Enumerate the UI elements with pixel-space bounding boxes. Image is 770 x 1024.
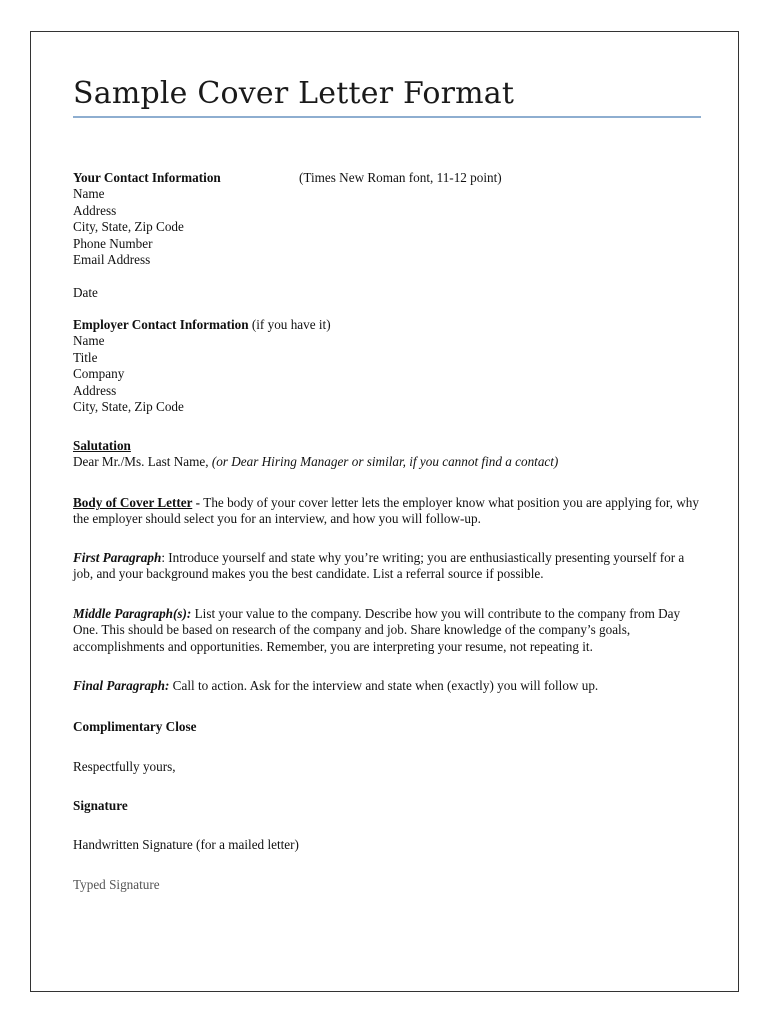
- contact-line: City, State, Zip Code: [73, 219, 184, 235]
- close-text: Respectfully yours,: [73, 759, 176, 774]
- typed-signature: Typed Signature: [73, 877, 160, 892]
- close-heading: Complimentary Close: [73, 719, 197, 734]
- employer-section: [73, 317, 701, 415]
- middle-text: List your value to the company. Describe how you will contribute to the company from Day One. This should be based on research of the company and job. Share knowledge of the company’s goals, accomplishments and opportunities. Remember, you are interpreting your resume, not repeating it.: [73, 606, 681, 654]
- body-section: [73, 495, 701, 528]
- middle-heading: Middle Paragraph(s):: [73, 606, 192, 621]
- salutation-section: [73, 438, 701, 471]
- contact-section: [73, 170, 701, 268]
- final-heading: Final Paragraph:: [73, 678, 170, 693]
- handwritten-signature-block: [73, 837, 701, 853]
- close-heading-block: [73, 719, 701, 735]
- date-text: Date: [73, 285, 98, 300]
- document-page: [30, 31, 739, 992]
- final-text: Call to action. Ask for the interview and state when (exactly) you will follow up.: [169, 678, 599, 693]
- handwritten-signature: Handwritten Signature (for a mailed letter): [73, 837, 299, 852]
- page-title: Sample Cover Letter Format: [73, 76, 515, 111]
- employer-note: (if you have it): [248, 317, 331, 332]
- date-section: [73, 285, 701, 301]
- employer-line: Title: [73, 349, 98, 365]
- first-paragraph-section: [73, 550, 701, 583]
- contact-line: Address: [73, 202, 117, 218]
- employer-line: City, State, Zip Code: [73, 399, 184, 415]
- contact-heading: Your Contact Information: [73, 170, 221, 185]
- contact-line: Email Address: [73, 252, 151, 268]
- salutation-note: (or Dear Hiring Manager or similar, if you cannot find a contact): [211, 454, 559, 470]
- first-text: : Introduce yourself and state why you’re writing; you are enthusiastically presenting yourself for a job, and your background makes you the best candidate. List a referral source if possible.: [73, 550, 685, 582]
- body-heading: Body of Cover Letter: [73, 495, 193, 510]
- title-underline: [73, 116, 701, 118]
- salutation-heading: Salutation: [73, 438, 131, 453]
- contact-line: Name: [73, 186, 105, 202]
- final-paragraph-section: [73, 678, 701, 694]
- first-heading: First Paragraph: [73, 550, 162, 565]
- employer-line: Address: [73, 382, 117, 398]
- close-text-block: [73, 759, 701, 775]
- employer-line: Name: [73, 333, 105, 349]
- font-hint: (Times New Roman font, 11-12 point): [299, 170, 502, 185]
- signature-heading-block: [73, 798, 701, 814]
- contact-line: Phone Number: [73, 235, 153, 251]
- middle-paragraph-section: [73, 606, 701, 655]
- employer-line: Company: [73, 366, 125, 382]
- typed-signature-block: [73, 877, 701, 893]
- employer-heading: Employer Contact Information: [73, 317, 249, 332]
- body-dash: -: [192, 495, 204, 510]
- signature-heading: Signature: [73, 798, 128, 813]
- salutation-text: Dear Mr./Ms. Last Name,: [73, 454, 212, 470]
- body-text: The body of your cover letter lets the employer know what position you are applying for, why the employer should select you for an interview, and how you will follow-up.: [73, 495, 699, 527]
